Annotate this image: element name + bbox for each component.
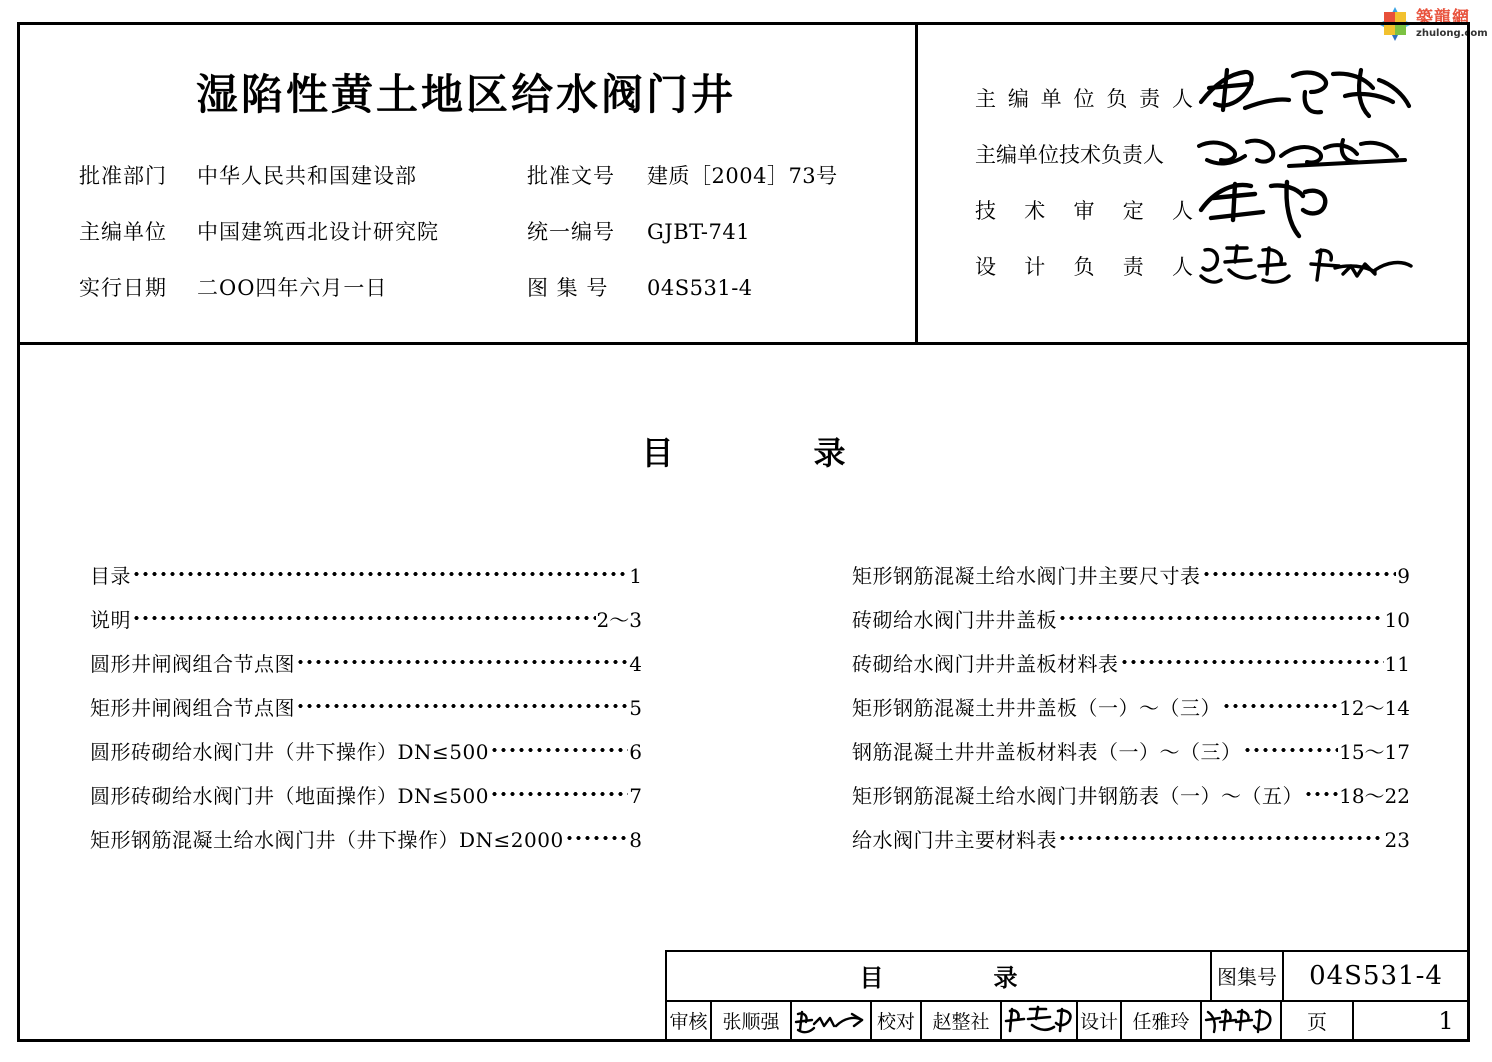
toc-entry-page: 6 [629,740,642,764]
toc-leader [565,827,629,847]
toc-entry-title: 砖砌给水阀门井井盖板材料表 [852,652,1119,676]
toc-leader [296,651,628,671]
toc-entry-title: 矩形井闸阀组合节点图 [90,696,295,720]
toc-leader [1304,783,1338,803]
editor-unit-label: 主编单位 [79,220,167,244]
effective-date-value: 二OO四年六月一日 [197,276,388,300]
chief-editor-signature [1193,70,1455,126]
contents-left-column [90,560,642,868]
design-lead-label: 设 计 负 责 人 [975,255,1193,279]
toc-leader [1243,739,1339,759]
metadata-row [79,216,909,272]
toc-entry-page: 1 [629,564,642,588]
sheet-title: 目录 [667,952,1212,1000]
toc-entry-page: 23 [1384,828,1410,852]
toc-entry-title: 圆形砖砌给水阀门井（地面操作）DN≤500 [90,784,489,808]
effective-date-label: 实行日期 [79,276,167,300]
toc-entry-page: 5 [629,696,642,720]
toc-entry-page: 7 [629,784,642,808]
signature-row-design-lead [975,238,1455,294]
title-block [665,950,1470,1042]
toc-leader [296,695,628,715]
tech-reviewer-label: 技 术 审 定 人 [975,199,1193,223]
toc-entry-page: 11 [1384,652,1410,676]
toc-entry-title: 圆形井闸阀组合节点图 [90,652,295,676]
design-key: 设计 [1078,1002,1122,1040]
toc-entry-page: 9 [1397,564,1410,588]
signature-row-chief-editor [975,70,1455,126]
contents-heading: 目录 [641,434,986,472]
page-value: 1 [1438,1006,1454,1035]
toc-entry[interactable] [90,692,642,736]
toc-leader [1058,607,1384,627]
atlas-number-value: 04S531-4 [647,276,753,300]
toc-entry-title: 矩形钢筋混凝土给水阀门井（井下操作）DN≤2000 [90,828,564,852]
approval-dept-label: 批准部门 [79,164,167,188]
atlas-number-label: 图 集 号 [527,276,609,300]
design-signature [1202,1002,1282,1040]
toc-entry[interactable] [852,824,1410,868]
toc-entry[interactable] [90,736,642,780]
chief-editor-label: 主 编 单 位 负 责 人 [975,87,1193,111]
approval-doc-value: 建质［2004］73号 [647,164,838,188]
page-title: 湿陷性黄土地区给水阀门井 [195,70,736,119]
toc-leader [1058,827,1384,847]
toc-leader [1222,695,1338,715]
toc-entry-page: 8 [629,828,642,852]
tech-chief-label: 主 编 单 位 技 术 负 责 人 [975,143,1164,167]
signature-block [975,70,1455,294]
check-key: 校对 [872,1002,922,1040]
tech-reviewer-signature [1193,182,1455,238]
header-vertical-divider [915,22,918,345]
design-lead-signature [1193,238,1455,294]
toc-entry-title: 说明 [90,608,131,632]
toc-leader [1120,651,1384,671]
atlas-number-value: 04S531-4 [1309,960,1443,991]
toc-entry-title: 给水阀门井主要材料表 [852,828,1057,852]
unified-number-value: GJBT-741 [647,220,751,244]
title-block-top-row [667,952,1468,1002]
metadata-row [79,160,909,216]
toc-entry[interactable] [852,560,1410,604]
editor-unit-value: 中国建筑西北设计研究院 [197,220,439,244]
toc-entry-title: 目录 [90,564,131,588]
approval-metadata [79,160,909,328]
toc-entry[interactable] [90,560,642,604]
toc-entry-title: 圆形砖砌给水阀门井（井下操作）DN≤500 [90,740,489,764]
toc-entry[interactable] [852,692,1410,736]
toc-entry-page: 2～3 [596,608,642,632]
toc-entry-page: 15～17 [1339,740,1410,764]
page-key: 页 [1282,1002,1354,1040]
logo-chinese-text: 築龍網 [1416,7,1470,28]
toc-entry[interactable] [90,604,642,648]
title-block-bottom-row [667,1002,1468,1040]
review-name: 张顺强 [712,1002,792,1040]
atlas-number-key: 图集号 [1212,952,1284,1000]
toc-entry-page: 18～22 [1339,784,1410,808]
review-signature [792,1002,872,1040]
toc-leader [1202,563,1397,583]
toc-leader [490,783,628,803]
toc-entry-title: 砖砌给水阀门井井盖板 [852,608,1057,632]
check-name: 赵整社 [922,1002,1002,1040]
toc-entry-page: 12～14 [1339,696,1410,720]
toc-leader [490,739,628,759]
approval-doc-label: 批准文号 [527,164,615,188]
toc-leader [132,563,628,583]
toc-entry-page: 10 [1384,608,1410,632]
toc-entry-title: 矩形钢筋混凝土给水阀门井主要尺寸表 [852,564,1201,588]
unified-number-label: 统一编号 [527,220,615,244]
toc-leader [132,607,596,627]
review-key: 审核 [667,1002,712,1040]
metadata-row [79,272,909,328]
toc-entry[interactable] [852,604,1410,648]
toc-entry-title: 矩形钢筋混凝土给水阀门井钢筋表（一）～（五） [852,784,1303,808]
approval-dept-value: 中华人民共和国建设部 [197,164,417,188]
toc-entry[interactable] [852,780,1410,824]
header-horizontal-divider [17,342,1470,345]
logo-domain-text: zhulong.com [1416,27,1488,39]
signature-row-tech-reviewer [975,182,1455,238]
toc-entry[interactable] [852,648,1410,692]
toc-entry-title: 钢筋混凝土井井盖板材料表（一）～（三） [852,740,1242,764]
toc-entry[interactable] [90,824,642,868]
check-signature [1002,1002,1078,1040]
toc-entry-title: 矩形钢筋混凝土井井盖板（一）～（三） [852,696,1221,720]
toc-entry[interactable] [90,780,642,824]
contents-right-column [852,560,1410,868]
toc-entry[interactable] [90,648,642,692]
toc-entry-page: 4 [629,652,642,676]
toc-entry[interactable] [852,736,1410,780]
design-name: 任雅玲 [1122,1002,1202,1040]
